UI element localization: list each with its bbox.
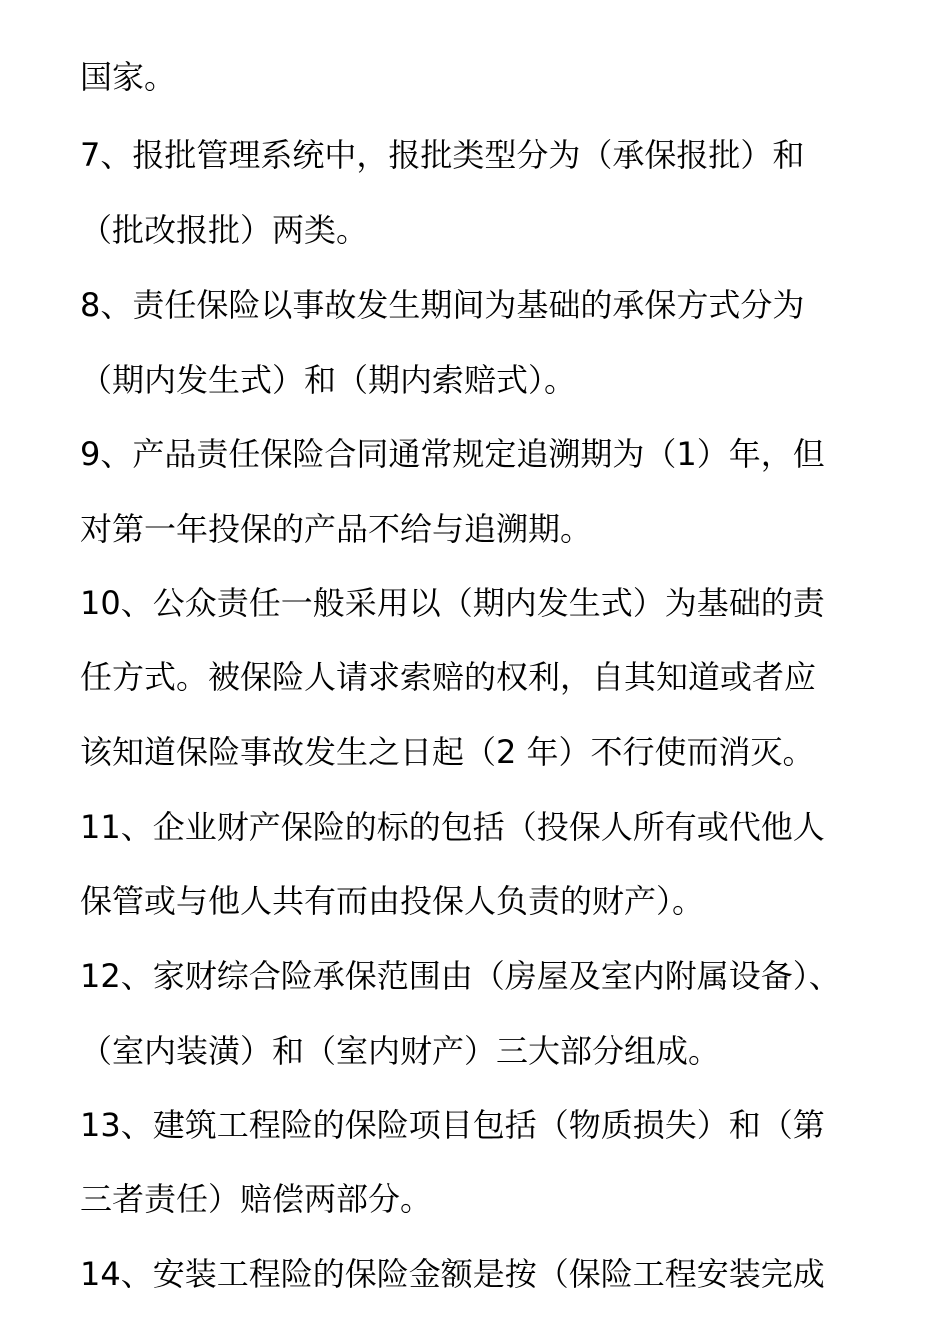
text-line: 10、公众责任一般采用以（期内发生式）为基础的责 xyxy=(80,584,825,622)
text-line: 7、报批管理系统中，报批类型分为（承保报批）和 xyxy=(80,136,805,174)
text-line: 任方式。被保险人请求索赔的权利，自其知道或者应 xyxy=(80,658,817,696)
text-line: 保管或与他人共有而由投保人负责的财产）。 xyxy=(80,882,705,920)
text-line: （期内发生式）和（期内索赔式）。 xyxy=(80,361,577,399)
text-line: 11、企业财产保险的标的包括（投保人所有或代他人 xyxy=(80,808,825,846)
text-line: 12、家财综合险承保范围由（房屋及室内附属设备）、 xyxy=(80,957,841,995)
text-line: （批改报批）两类。 xyxy=(80,211,369,249)
text-line: 13、建筑工程险的保险项目包括（物质损失）和（第 xyxy=(80,1106,825,1144)
text-line: 对第一年投保的产品不给与追溯期。 xyxy=(80,510,593,548)
text-line: 该知道保险事故发生之日起（2 年）不行使而消灭。 xyxy=(80,733,815,771)
text-line: 9、产品责任保险合同通常规定追溯期为（1）年，但 xyxy=(80,435,825,473)
text-line: （室内装潢）和（室内财产）三大部分组成。 xyxy=(80,1032,721,1070)
text-line: 14、安装工程险的保险金额是按（保险工程安装完成 xyxy=(80,1255,825,1293)
text-line: 三者责任）赔偿两部分。 xyxy=(80,1180,433,1218)
text-line: 国家。 xyxy=(80,58,177,96)
text-line: 8、责任保险以事故发生期间为基础的承保方式分为 xyxy=(80,286,805,324)
